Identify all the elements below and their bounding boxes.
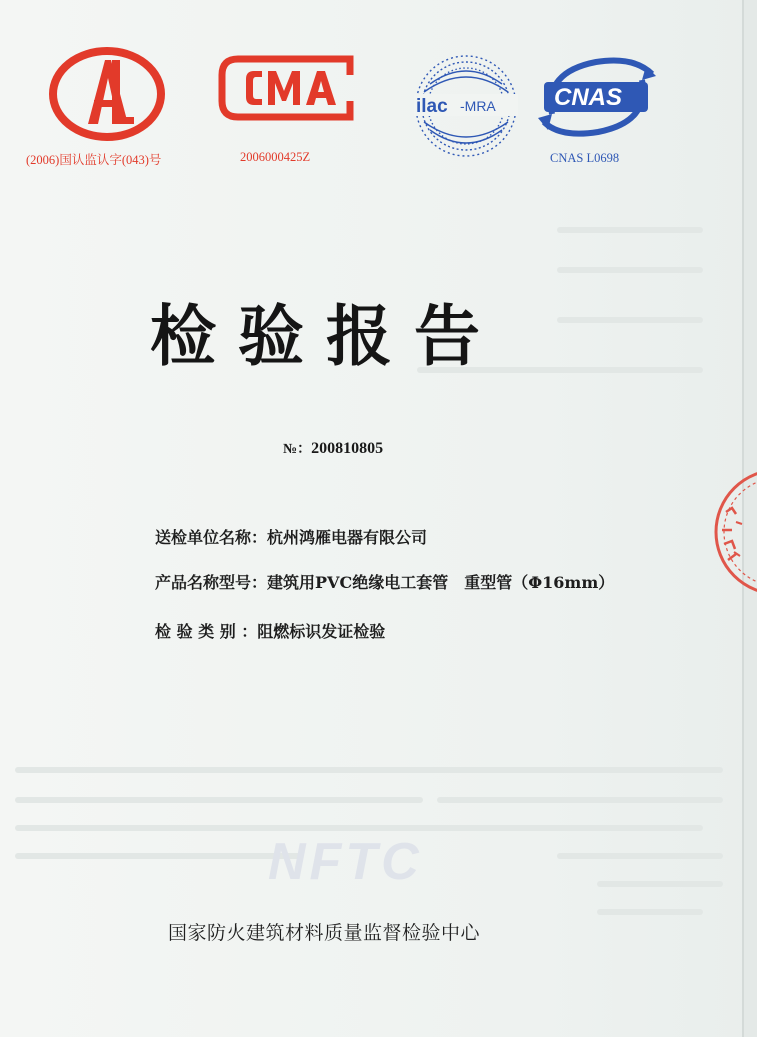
nftc-watermark: NFTC [268, 833, 423, 891]
report-number [283, 438, 383, 458]
organization-name: 国家防火建筑材料质量监督检验中心 [168, 922, 481, 944]
svg-text:ilac: ilac [416, 96, 448, 117]
cma-caption: 2006000425Z [240, 150, 311, 164]
field-category [155, 619, 385, 642]
report-title: 检验报告 [150, 298, 502, 375]
number-value: 200810805 [311, 440, 384, 457]
product-value: 建筑用PVC绝缘电工套管 重型管（Φ16mm） [267, 573, 615, 592]
cal-logo [48, 46, 166, 142]
number-symbol: №： [283, 442, 312, 457]
field-client [155, 525, 427, 548]
client-label: 送检单位名称： [155, 528, 268, 547]
svg-text:CNAS: CNAS [554, 84, 623, 111]
cnas-logo [534, 52, 660, 142]
field-product [155, 570, 614, 593]
svg-text:-MRA: -MRA [460, 98, 496, 114]
cma-logo [216, 55, 358, 121]
product-label: 产品名称型号： [155, 573, 268, 592]
ilac-mra-logo [410, 52, 522, 160]
cal-caption: (2006)国认监认字(043)号 [26, 153, 162, 167]
category-value: 阻燃标识发证检验 [257, 622, 386, 641]
category-label: 检 验 类 别 ： [155, 622, 258, 641]
client-value: 杭州鸿雁电器有限公司 [267, 528, 428, 547]
official-seal-stamp [708, 452, 757, 616]
cnas-caption: CNAS L0698 [550, 151, 620, 165]
